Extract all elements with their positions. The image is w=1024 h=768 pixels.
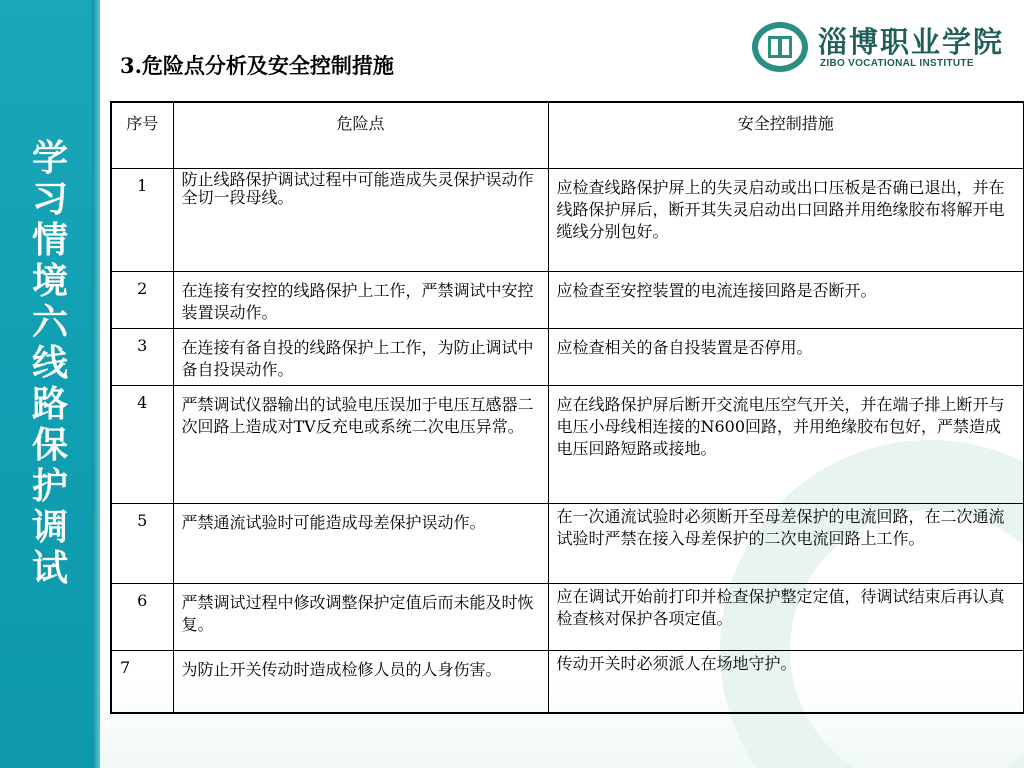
- table-row: [111, 650, 1024, 713]
- row-number: 2: [111, 271, 173, 328]
- row-measure: 应检查至安控装置的电流连接回路是否断开。: [548, 271, 1024, 328]
- hazard-table: [110, 101, 1024, 714]
- row-hazard: 严禁通流试验时可能造成母差保护误动作。: [173, 503, 548, 583]
- row-hazard: 为防止开关传动时造成检修人员的人身伤害。: [173, 650, 548, 713]
- header-hazard: 危险点: [173, 102, 548, 168]
- sidebar-title: 学习情境六线路保护调试: [31, 138, 68, 589]
- row-measure: 在一次通流试验时必须断开至母差保护的电流回路，在二次通流试验时严禁在接入母差保护的二次电流回路上工作。: [548, 503, 1024, 583]
- row-number: 5: [111, 503, 173, 583]
- sidebar-edge: [92, 0, 100, 768]
- row-hazard: 在连接有备自投的线路保护上工作，为防止调试中备自投误动作。: [173, 328, 548, 385]
- header-measure: 安全控制措施: [548, 102, 1024, 168]
- row-hazard: 在连接有安控的线路保护上工作，严禁调试中安控装置误动作。: [173, 271, 548, 328]
- table-row: [111, 503, 1024, 583]
- sidebar: [0, 0, 100, 768]
- table-row: [111, 583, 1024, 650]
- row-number: 7: [111, 650, 173, 713]
- header-number: 序号: [111, 102, 173, 168]
- table-row: [111, 271, 1024, 328]
- logo-chinese-name: 淄博职业学院: [818, 25, 1005, 59]
- row-hazard: 严禁调试仪器输出的试验电压误加于电压互感器二次回路上造成对TV反充电或系统二次电压异常。: [173, 385, 548, 503]
- row-number: 4: [111, 385, 173, 503]
- row-measure: 应检查线路保护屏上的失灵启动或出口压板是否确已退出，并在线路保护屏后，断开其失灵启动出口回路并用绝缘胶布将解开电缆线分别包好。: [548, 168, 1024, 271]
- table-row: [111, 385, 1024, 503]
- row-measure: 应检查相关的备自投装置是否停用。: [548, 328, 1024, 385]
- row-number: 6: [111, 583, 173, 650]
- table-row: [111, 168, 1024, 271]
- hazard-table-container: [110, 101, 1024, 714]
- row-hazard: 严禁调试过程中修改调整保护定值后而未能及时恢复。: [173, 583, 548, 650]
- school-logo: [752, 20, 1012, 76]
- row-number: 1: [111, 168, 173, 271]
- logo-english-name: ZIBO VOCATIONAL INSTITUTE: [820, 58, 974, 69]
- page-title: 3.危险点分析及安全控制措施: [120, 53, 394, 78]
- row-measure: 应在调试开始前打印并检查保护整定定值，待调试结束后再认真检查核对保护各项定值。: [548, 583, 1024, 650]
- row-hazard: 防止线路保护调试过程中可能造成失灵保护误动作全切一段母线。: [173, 168, 548, 271]
- table-row: [111, 328, 1024, 385]
- table-header-row: [111, 102, 1024, 168]
- school-emblem-icon: [752, 22, 808, 72]
- row-measure: 传动开关时必须派人在场地守护。: [548, 650, 1024, 713]
- row-measure: 应在线路保护屏后断开交流电压空气开关，并在端子排上断开与电压小母线相连接的N600回路，并用绝缘胶布包好，严禁造成电压回路短路或接地。: [548, 385, 1024, 503]
- row-number: 3: [111, 328, 173, 385]
